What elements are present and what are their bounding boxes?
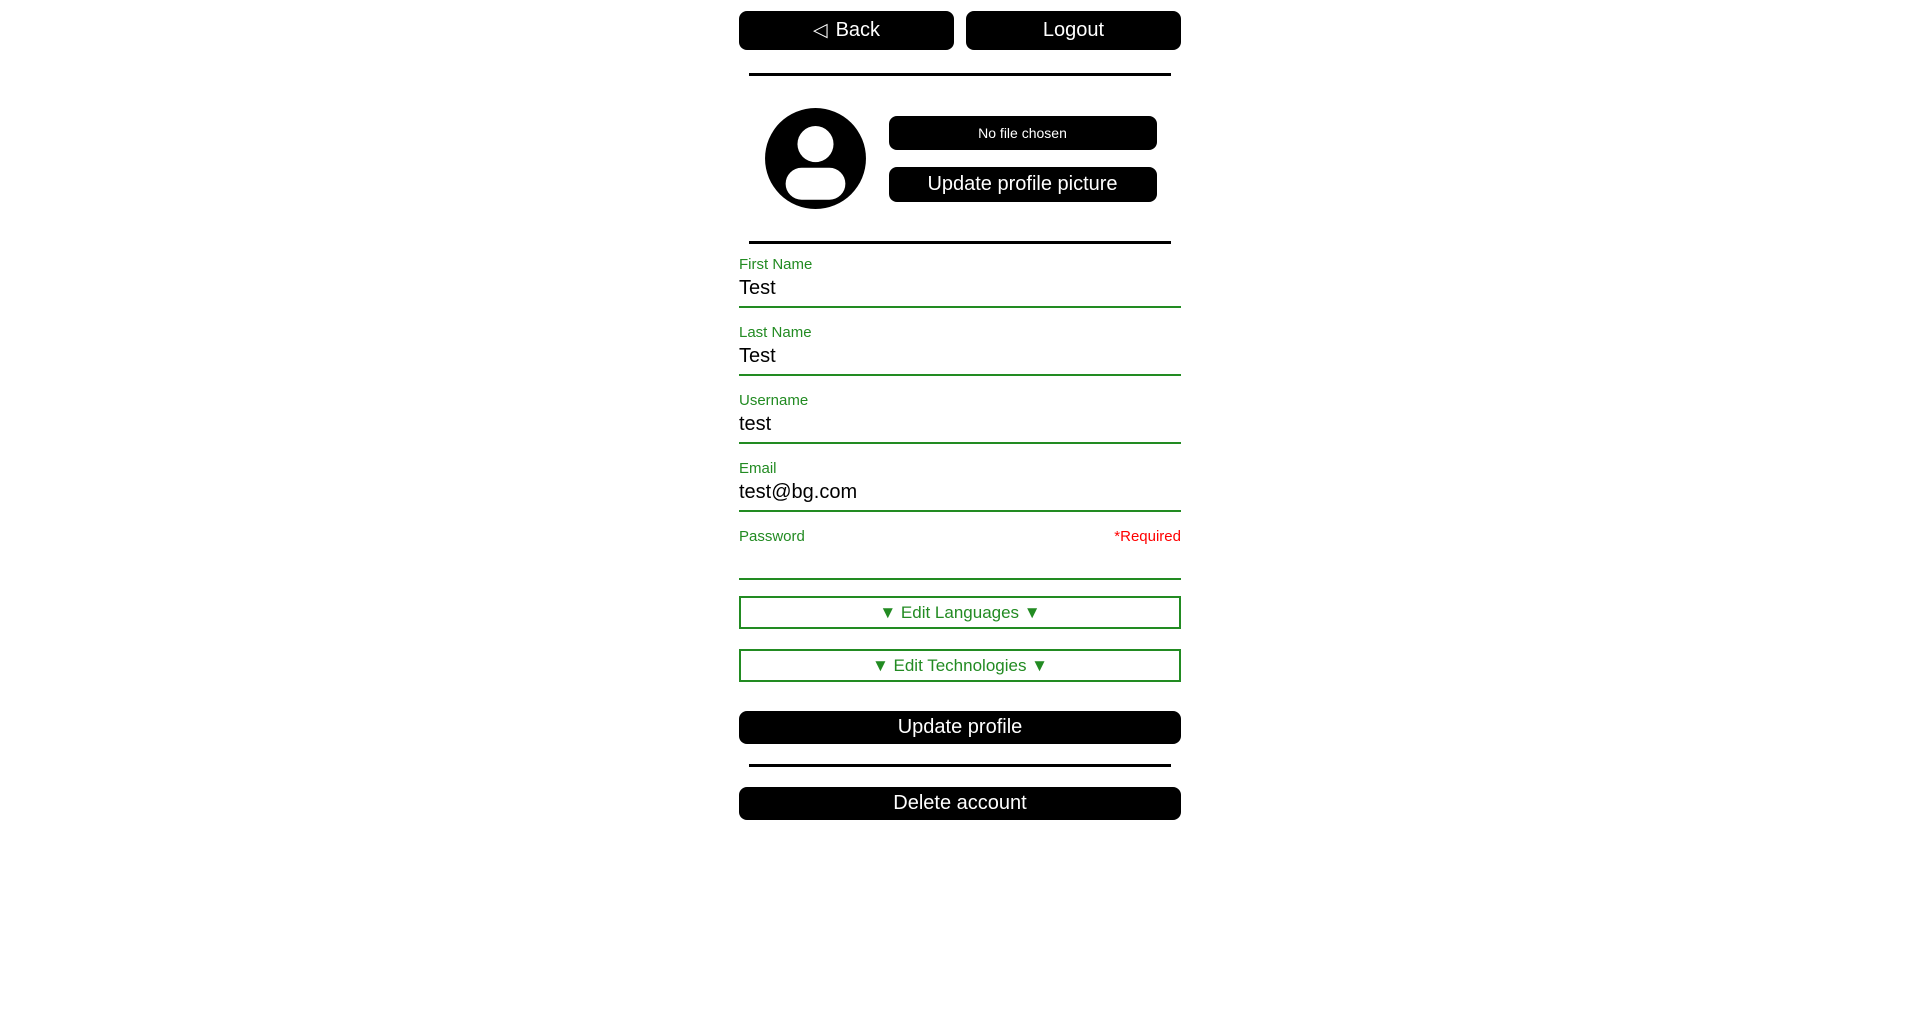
- profile-form: [739, 256, 1181, 744]
- profile-picture-section: [739, 107, 1181, 210]
- email-input[interactable]: [739, 478, 1181, 512]
- last-name-label: Last Name: [739, 324, 812, 341]
- logout-button[interactable]: Logout: [966, 11, 1181, 50]
- password-required-badge: *Required: [1114, 528, 1181, 545]
- edit-languages-button[interactable]: ▼ Edit Languages ▼: [739, 596, 1181, 629]
- email-label: Email: [739, 460, 777, 477]
- choose-file-button[interactable]: No file chosen: [889, 116, 1157, 150]
- last-name-input[interactable]: [739, 342, 1181, 376]
- back-button[interactable]: [739, 11, 954, 50]
- password-input[interactable]: [739, 546, 1181, 580]
- update-picture-button[interactable]: Update profile picture: [889, 167, 1157, 202]
- field-email: [739, 460, 1181, 512]
- field-username: [739, 392, 1181, 444]
- password-label: Password: [739, 528, 805, 545]
- first-name-label: First Name: [739, 256, 813, 273]
- field-first-name: [739, 256, 1181, 308]
- username-input[interactable]: [739, 410, 1181, 444]
- update-profile-button[interactable]: Update profile: [739, 711, 1181, 744]
- field-password: [739, 528, 1181, 580]
- divider-bottom: [749, 764, 1171, 767]
- avatar-person-icon: [764, 107, 867, 210]
- picture-buttons: [889, 116, 1157, 202]
- back-button-label: Back: [835, 19, 881, 41]
- divider-top: [749, 73, 1171, 76]
- top-bar: [739, 11, 1181, 50]
- edit-technologies-button[interactable]: ▼ Edit Technologies ▼: [739, 649, 1181, 682]
- username-label: Username: [739, 392, 809, 409]
- first-name-input[interactable]: [739, 274, 1181, 308]
- divider-middle: [749, 241, 1171, 244]
- back-arrow-icon: ◁: [812, 20, 828, 41]
- field-last-name: [739, 324, 1181, 376]
- content-column: [739, 0, 1181, 820]
- delete-account-button[interactable]: Delete account: [739, 787, 1181, 820]
